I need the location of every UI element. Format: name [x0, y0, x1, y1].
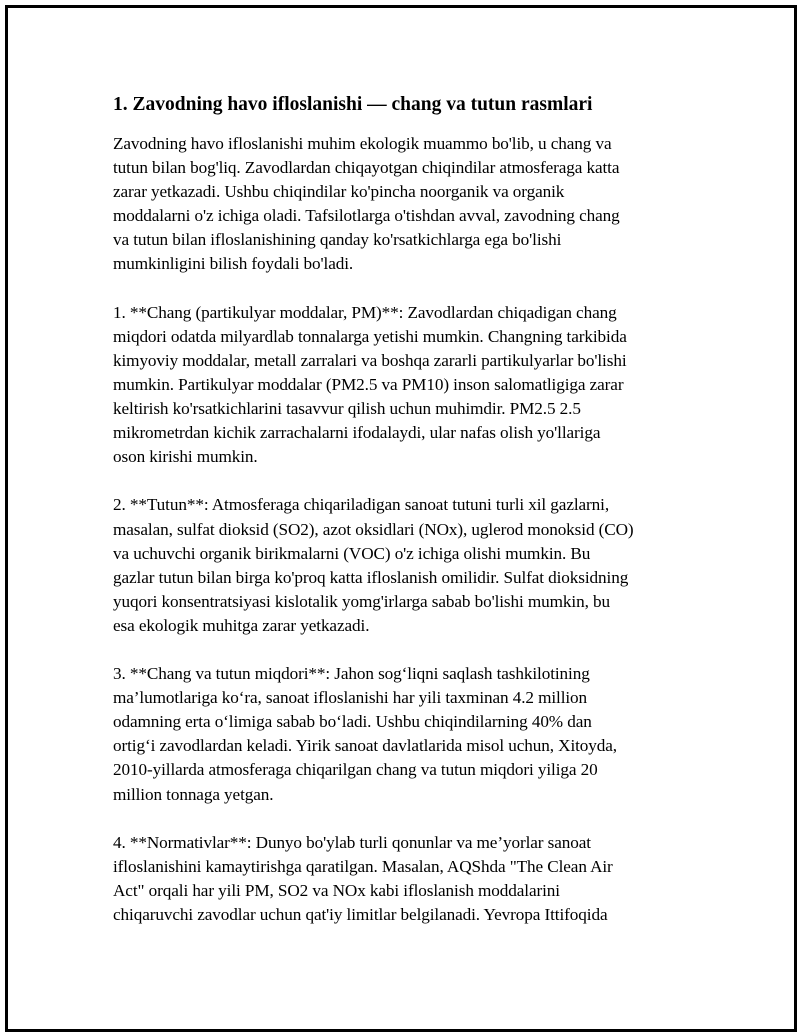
paragraph-smoke: 2. **Tutun**: Atmosferaga chiqariladigan sanoat tutuni turli xil gazlarni, masalan, sulfat dioksid (SO2), azot oksidlari (NOx), uglerod monoksid (CO) va uchuvchi organik birikmalarni (VOC) o'z ichiga olishi mumkin. Bu gazlar tutun bilan birga ko'proq katta ifloslanish omilidir. Sulfat dioksidning yuqori konsentratsiyasi kislotalik yomg'irlarga sabab bo'lishi mumkin, bu esa ekologik muhitga zarar yetkazadi. — [113, 495, 634, 635]
paragraph-amounts: 3. **Chang va tutun miqdori**: Jahon sog‘liqni saqlash tashkilotining ma’lumotlariga ko‘ra, sanoat ifloslanishi har yili taxminan 4.2 million odamning erta o‘limiga sabab bo‘ladi. Ushbu chiqindilarning 40% dan ortig‘i zavodlardan keladi. Yirik sanoat davlatlarida misol uchun, Xitoyda, 2010-yillarda atmosferaga chiqarilgan chang va tutun miqdori yiliga 20 million tonnaga yetgan. — [113, 664, 618, 804]
intro-paragraph: Zavodning havo ifloslanishi muhim ekologik muammo bo'lib, u chang va tutun bilan bog'liq. Zavodlardan chiqayotgan chiqindilar atmosferaga katta zarar yetkazadi. Ushbu chiqindilar ko'pincha noorganik va organik moddalarni o'z ichiga oladi. Tafsilotlarga o'tishdan avval, zavodning chang va tutun bilan ifloslanishining qanday ko'rsatkichlarga ega bo'lishi mumkinligini bilish foydali bo'ladi. — [113, 134, 620, 274]
paragraph-regulations: 4. **Normativlar**: Dunyo bo'ylab turli qonunlar va me’yorlar sanoat ifloslanishini kamaytirishga qaratilgan. Masalan, AQShda "The Clean Air Act" orqali har yili PM, SO2 va NOx kabi ifloslanish moddalarini chiqaruvchi zavodlar uchun qat'iy limitlar belgilanadi. Yevropa Ittifoqida — [113, 832, 613, 924]
paragraph-dust: 1. **Chang (partikulyar moddalar, PM)**: Zavodlardan chiqadigan chang miqdori odatda milyardlab tonnalarga yetishi mumkin. Changning tarkibida kimyoviy moddalar, metall zarralari va boshqa zararli partikulyarlar bo'lishi mumkin. Partikulyar moddalar (PM2.5 va PM10) inson salomatligiga zarar keltirish ko'rsatkichlarini tasavvur qilish uchun muhimdir. PM2.5 2.5 mikrometrdan kichik zarrachalarni ifodalaydi, ular nafas olish yo'llariga oson kirishi mumkin. — [113, 302, 627, 467]
document-body — [113, 92, 693, 951]
document-title: 1. Zavodning havo ifloslanishi — chang va tutun rasmlari — [113, 94, 593, 115]
